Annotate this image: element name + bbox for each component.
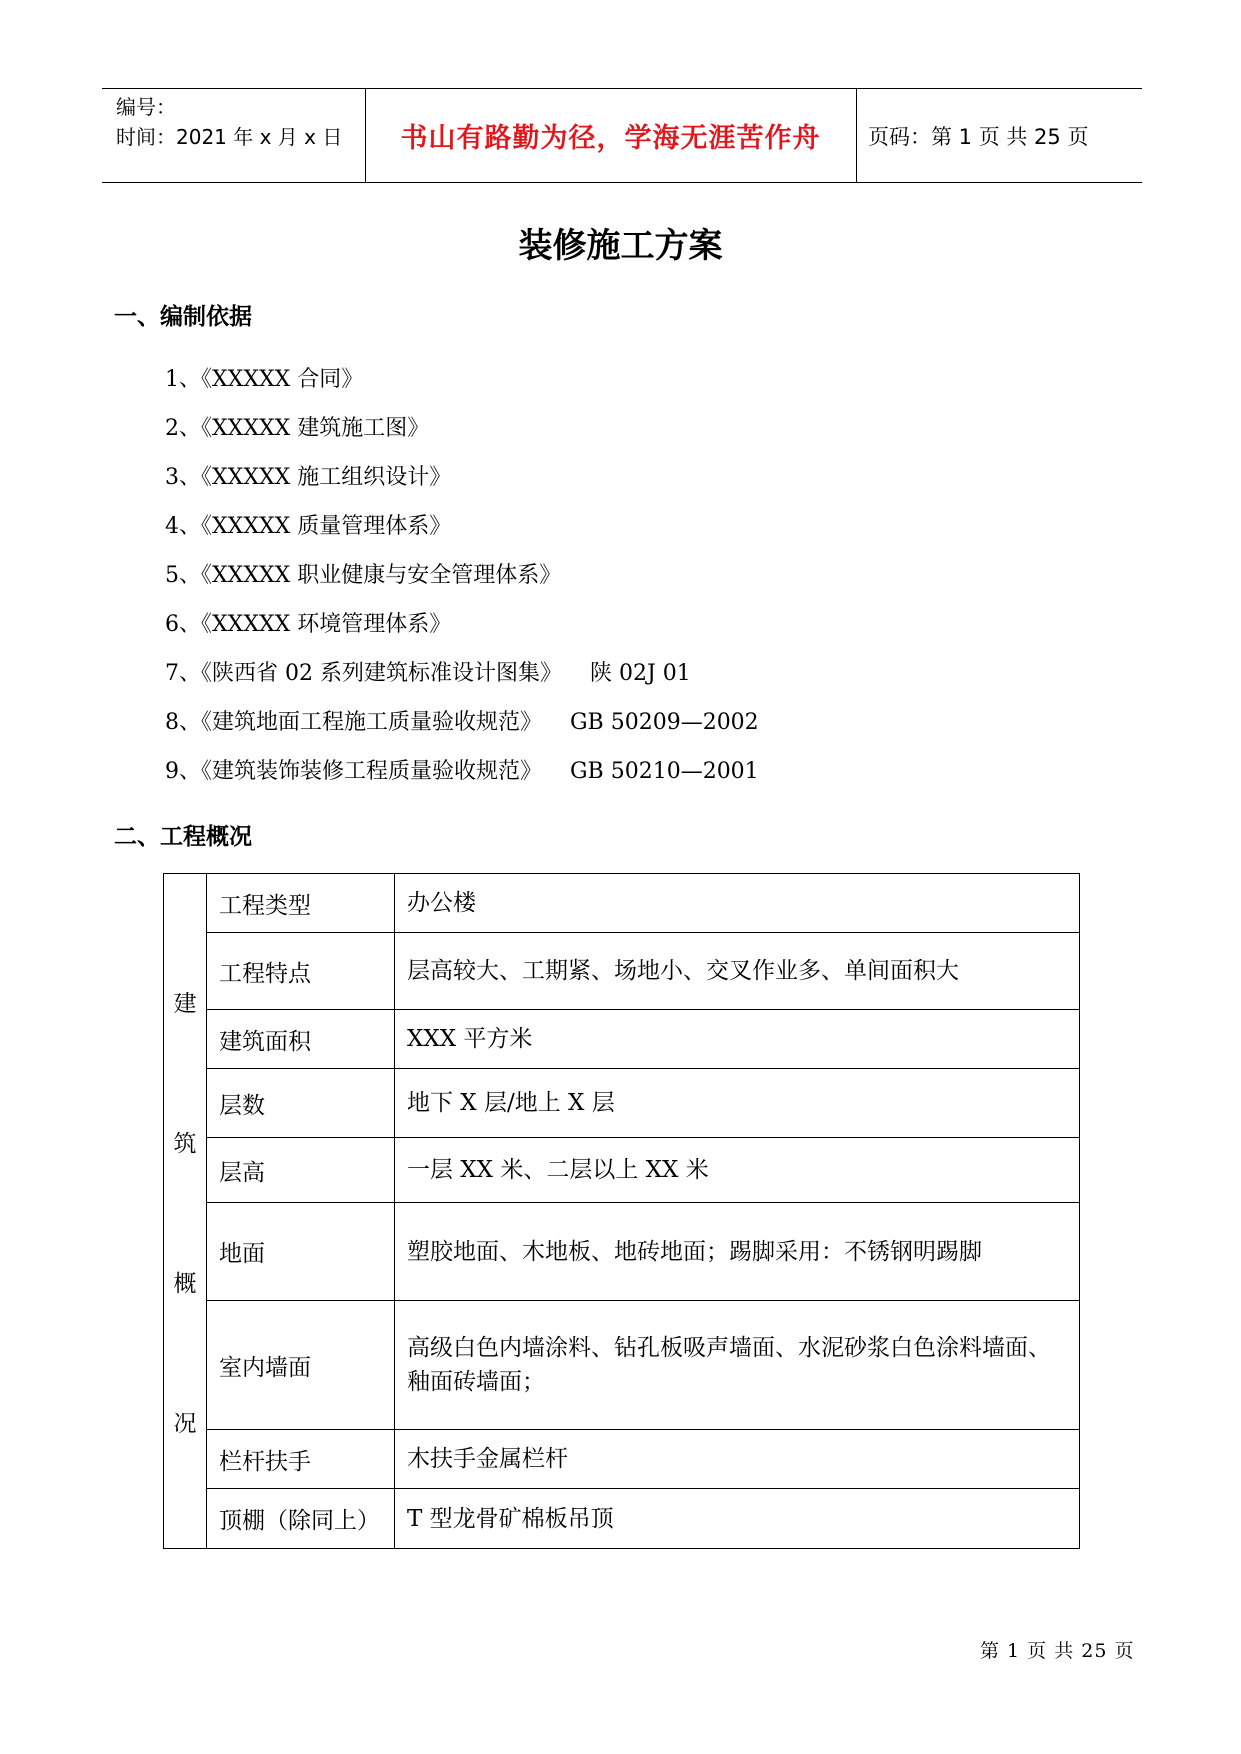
row-value: 塑胶地面、木地板、地砖地面；踢脚采用：不锈钢明踢脚 <box>395 1203 1080 1301</box>
header-meta <box>116 92 361 152</box>
basis-item: 9、《建筑装饰装修工程质量验收规范》 GB 50210—2001 <box>165 759 759 784</box>
table-row <box>164 1138 1080 1203</box>
row-item: 地面 <box>207 1203 395 1301</box>
basis-item: 2、《XXXXX 建筑施工图》 <box>165 416 430 441</box>
row-value: 办公楼 <box>395 874 1080 933</box>
group-char: 概 <box>173 1270 197 1297</box>
header-motto: 书山有路勤为径，学海无涯苦作舟 <box>400 123 821 154</box>
document-title: 装修施工方案 <box>518 226 723 266</box>
row-item: 工程特点 <box>207 933 395 1010</box>
group-char: 况 <box>173 1410 197 1437</box>
row-item: 工程类型 <box>207 874 395 933</box>
overview-table <box>163 873 1080 1549</box>
row-item: 层高 <box>207 1138 395 1203</box>
table-row <box>164 1301 1080 1430</box>
row-value: 地下 X 层/地上 X 层 <box>395 1069 1080 1138</box>
group-char: 筑 <box>173 1130 197 1157</box>
header-number-label: 编号： <box>116 95 176 119</box>
section2-heading: 二、工程概况 <box>114 824 252 850</box>
basis-list <box>165 362 759 803</box>
table-row <box>164 1069 1080 1138</box>
basis-item: 8、《建筑地面工程施工质量验收规范》 GB 50209—2002 <box>165 710 759 735</box>
row-value: T 型龙骨矿棉板吊顶 <box>395 1489 1080 1549</box>
table-row <box>164 1430 1080 1489</box>
group-label <box>164 931 206 1491</box>
basis-item: 6、《XXXXX 环境管理体系》 <box>165 612 452 637</box>
table-row <box>164 1489 1080 1549</box>
table-row <box>164 1203 1080 1301</box>
basis-item: 7、《陕西省 02 系列建筑标准设计图集》 陕 02J 01 <box>165 661 691 686</box>
basis-item: 3、《XXXXX 施工组织设计》 <box>165 465 452 490</box>
table-row <box>164 933 1080 1010</box>
basis-item: 5、《XXXXX 职业健康与安全管理体系》 <box>165 563 562 588</box>
header-time-label: 时间：2021 年 x 月 x 日 <box>116 125 343 149</box>
row-item: 栏杆扶手 <box>207 1430 395 1489</box>
basis-item: 1、《XXXXX 合同》 <box>165 367 364 392</box>
row-item: 室内墙面 <box>207 1301 395 1430</box>
table-row <box>164 1010 1080 1069</box>
row-value: 一层 XX 米、二层以上 XX 米 <box>395 1138 1080 1203</box>
basis-item: 4、《XXXXX 质量管理体系》 <box>165 514 452 539</box>
header-divider-right <box>856 88 857 183</box>
group-char: 建 <box>173 990 197 1017</box>
row-value: 高级白色内墙涂料、钻孔板吸声墙面、水泥砂浆白色涂料墙面、釉面砖墙面； <box>395 1301 1080 1430</box>
table-row <box>164 874 1080 933</box>
row-item: 建筑面积 <box>207 1010 395 1069</box>
row-value: 层高较大、工期紧、场地小、交叉作业多、单间面积大 <box>395 933 1080 1010</box>
header-page-info: 页码：第 1 页 共 25 页 <box>868 124 1089 149</box>
section1-heading: 一、编制依据 <box>114 304 252 330</box>
group-label-cell <box>164 874 207 1549</box>
row-value: XXX 平方米 <box>395 1010 1080 1069</box>
row-item: 层数 <box>207 1069 395 1138</box>
footer-page-number: 第 1 页 共 25 页 <box>980 1640 1135 1662</box>
row-value: 木扶手金属栏杆 <box>395 1430 1080 1489</box>
row-item: 顶棚（除同上） <box>207 1489 395 1549</box>
